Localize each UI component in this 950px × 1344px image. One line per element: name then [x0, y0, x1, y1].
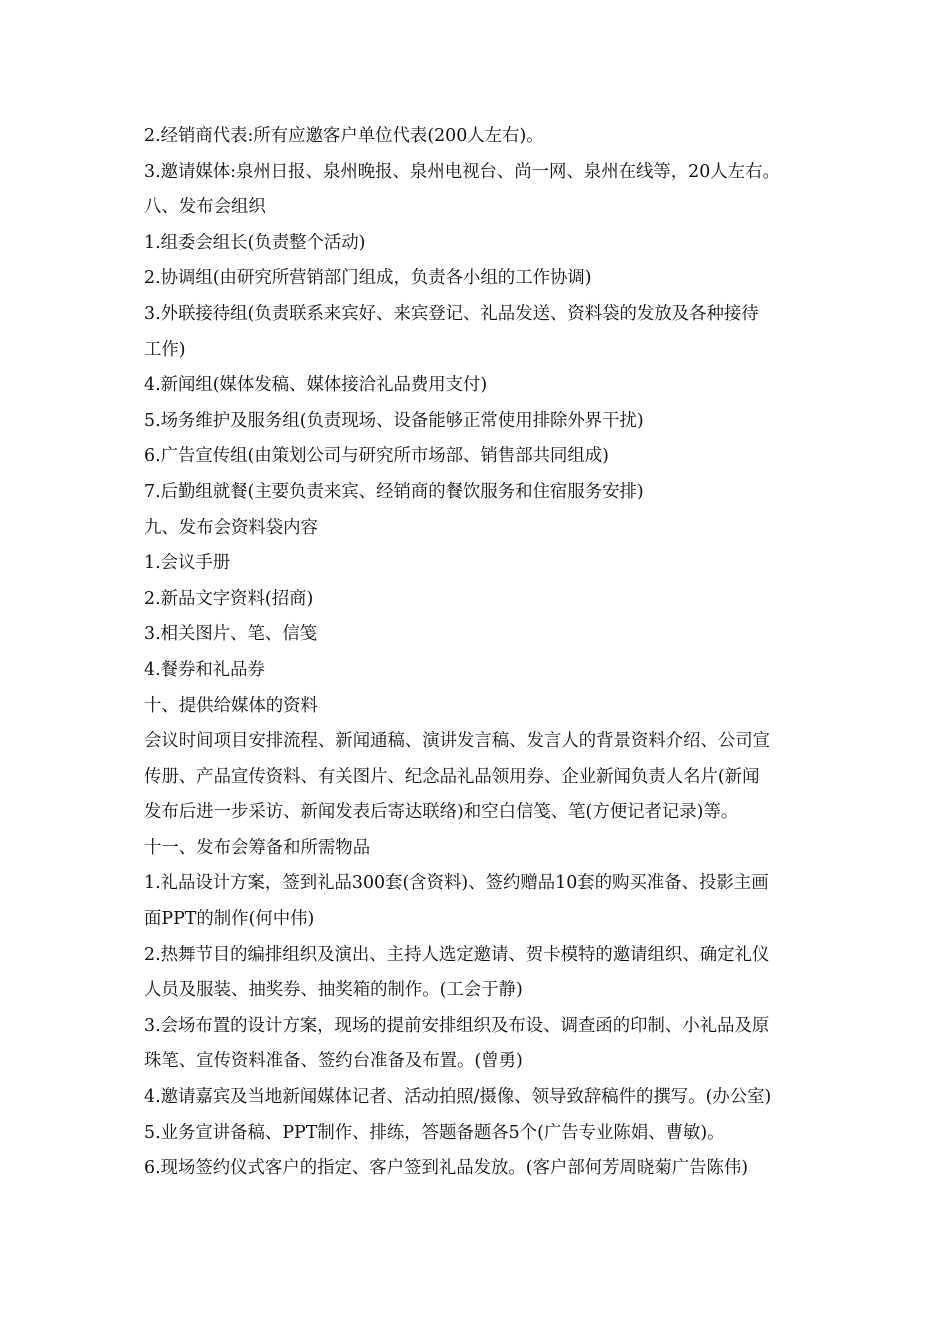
- text-line: 1.会议手册: [144, 553, 231, 574]
- text-line: 2.经销商代表:所有应邀客户单位代表(200人左右)。: [144, 126, 544, 146]
- text-line: 3.相关图片、笔、信笺: [144, 624, 318, 645]
- section-heading: 十、提供给媒体的资料: [144, 695, 318, 716]
- text-line: 2.热舞节目的编排组织及演出、主持人选定邀请、贺卡模特的邀请组织、确定礼仪: [144, 944, 770, 965]
- text-line: 5.场务维护及服务组(负责现场、设备能够正常使用排除外界干扰): [144, 410, 644, 431]
- text-line: 4.邀请嘉宾及当地新闻媒体记者、活动拍照/摄像、领导致辞稿件的撰写。(办公室): [144, 1087, 772, 1108]
- text-line: 发布后进一步采访、新闻发表后寄达联络)和空白信笺、笔(方便记者记录)等。: [144, 802, 739, 823]
- text-line: 1.礼品设计方案，签到礼品300套(含资料)、签约赠品10套的购买准备、投影主画: [144, 873, 769, 894]
- text-line: 6.广告宣传组(由策划公司与研究所市场部、销售部共同组成): [144, 446, 609, 467]
- section-heading: 九、发布会资料袋内容: [144, 517, 318, 538]
- text-line: 会议时间项目安排流程、新闻通稿、演讲发言稿、发言人的背景资料介绍、公司宣: [144, 731, 771, 752]
- text-line: 5.业务宣讲备稿、PPT制作、排练，答题备题各5个(广告专业陈娟、曹敏)。: [144, 1122, 725, 1143]
- text-line: 1.组委会组长(负责整个活动): [144, 232, 366, 253]
- text-line: 4.新闻组(媒体发稿、媒体接洽礼品费用支付): [144, 375, 488, 396]
- text-line: 2.协调组(由研究所营销部门组成，负责各小组的工作协调): [144, 268, 592, 289]
- text-line: 珠笔、宣传资料准备、签约台准备及布置。(曾勇): [144, 1051, 523, 1072]
- text-line: 3.外联接待组(负责联系来宾好、来宾登记、礼品发送、资料袋的发放及各种接待: [144, 303, 759, 324]
- text-line: 2.新品文字资料(招商): [144, 588, 314, 609]
- text-line: 人员及服装、抽奖券、抽奖箱的制作。(工会于静): [144, 980, 523, 1001]
- text-line: 3.邀请媒体:泉州日报、泉州晚报、泉州电视台、尚一网、泉州在线等，20人左右。: [144, 161, 780, 182]
- text-line: 7.后勤组就餐(主要负责来宾、经销商的餐饮服务和住宿服务安排): [144, 481, 644, 502]
- text-line: 6.现场签约仪式客户的指定、客户签到礼品发放。(客户部何芳周晓菊广告陈伟): [144, 1158, 749, 1179]
- section-heading: 八、发布会组织: [144, 197, 266, 218]
- text-line: 3.会场布置的设计方案，现场的提前安排组织及布设、调查函的印制、小礼品及原: [144, 1015, 770, 1036]
- text-line: 传册、产品宣传资料、有关图片、纪念品礼品领用券、企业新闻负责人名片(新闻: [144, 766, 760, 787]
- text-line: 面PPT的制作(何中伟): [144, 909, 315, 930]
- section-heading: 十一、发布会筹备和所需物品: [144, 837, 371, 858]
- text-line: 4.餐券和礼品券: [144, 659, 265, 680]
- text-line: 工作): [144, 339, 186, 360]
- document-body: [144, 119, 812, 1187]
